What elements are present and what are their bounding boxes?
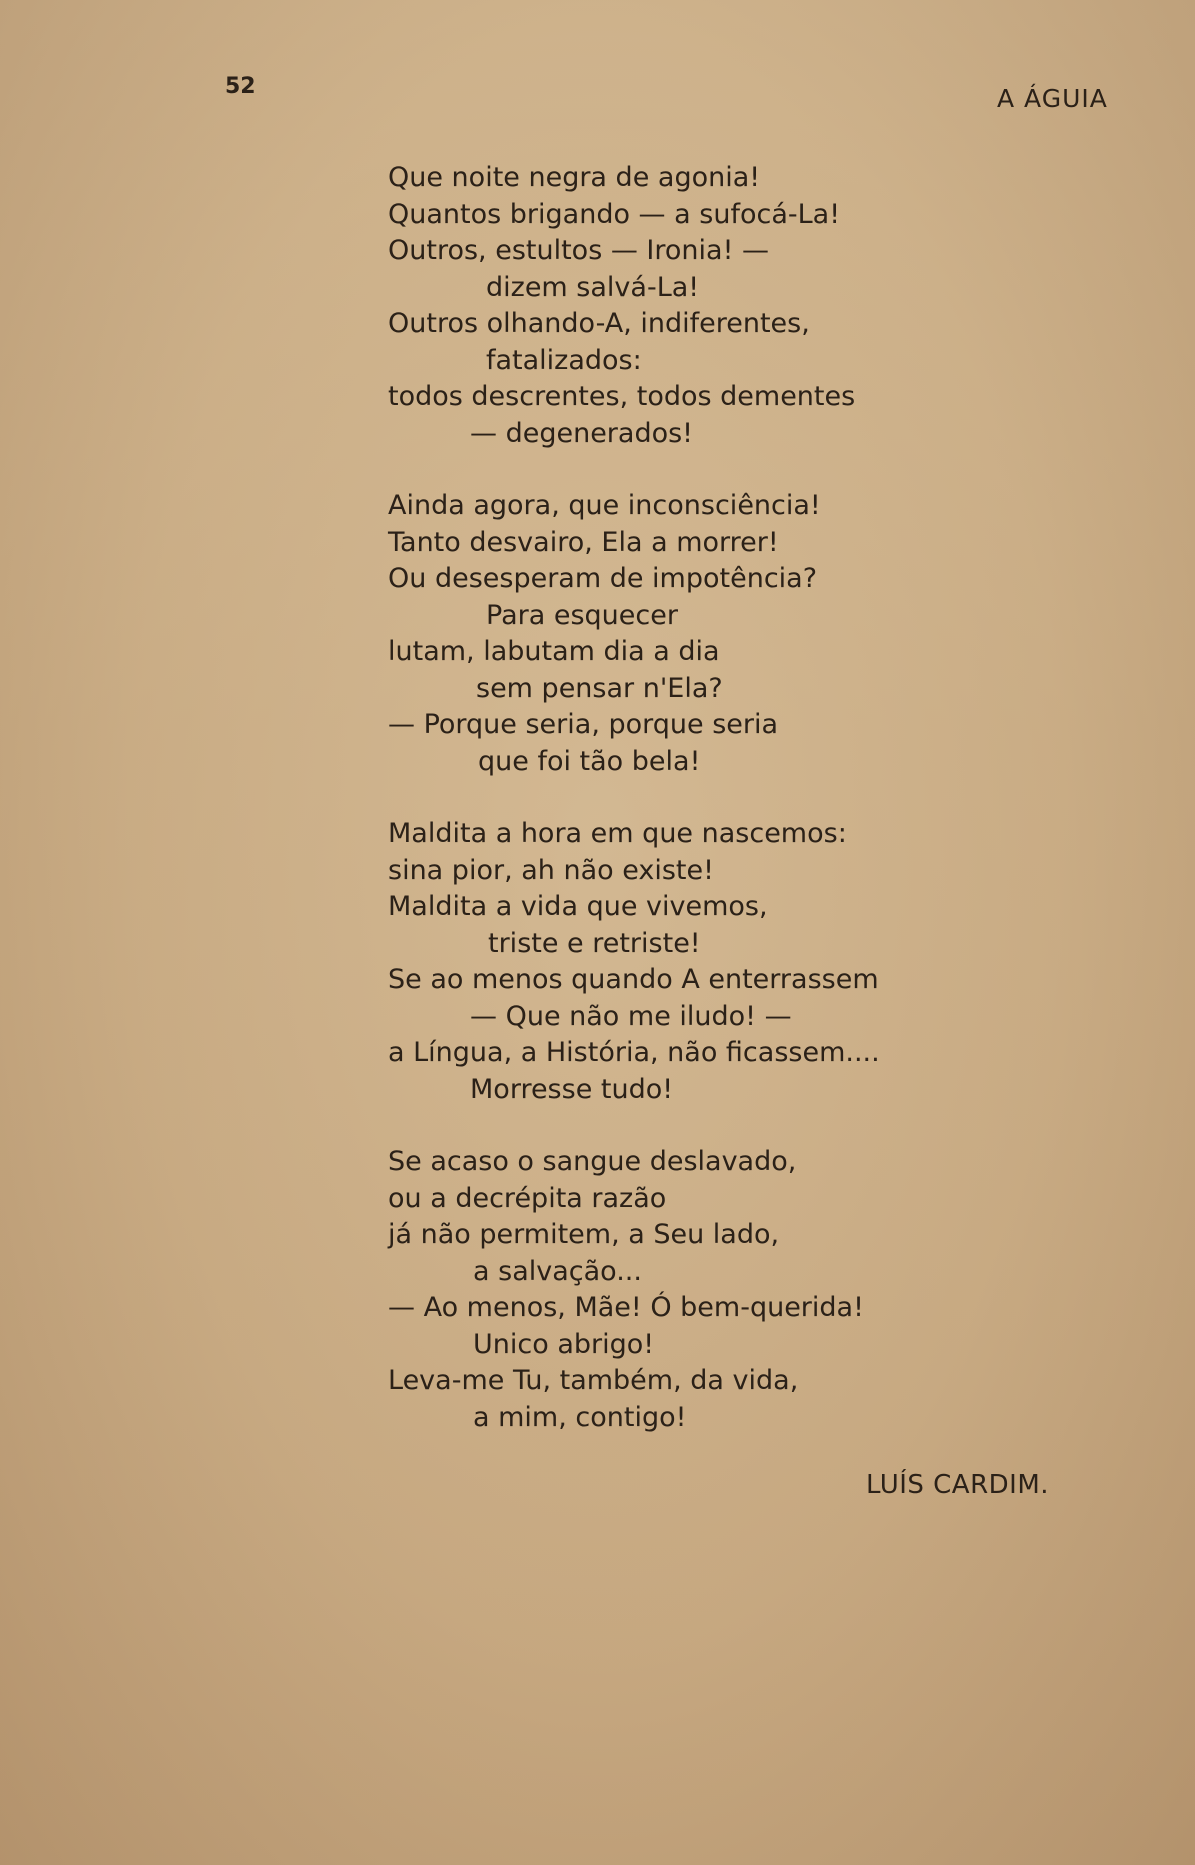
poem-line: Maldita a hora em que nascemos: — [388, 818, 847, 849]
stanza-3 — [388, 816, 1088, 1108]
poem-line: que foi tão bela! — [478, 745, 701, 777]
poem-line: a mim, contigo! — [473, 1401, 687, 1433]
running-head: A ÁGUIA — [997, 84, 1108, 113]
poem-line: Morresse tudo! — [470, 1073, 674, 1105]
poem-line: sem pensar n'Ela? — [476, 672, 723, 704]
poem-line: Maldita a vida que vivemos, — [388, 891, 768, 922]
poem-line: Ou desesperam de impotência? — [388, 563, 818, 594]
poem-line: — Que não me iludo! — — [470, 1000, 792, 1032]
poem-line: triste e retriste! — [488, 927, 701, 959]
poem-line: a salvação... — [473, 1255, 642, 1287]
poem-line: — degenerados! — [470, 417, 694, 449]
poem-line: Leva-me Tu, também, da vida, — [388, 1365, 799, 1396]
poem-line: ou a decrépita razão — [388, 1182, 667, 1214]
poem-line: Unico abrigo! — [473, 1328, 655, 1360]
poem-line: — Ao menos, Mãe! Ó bem-querida! — [388, 1292, 864, 1323]
poem-line: a Língua, a História, não ficassem.... — [388, 1037, 880, 1068]
poem-line: todos descrentes, todos dementes — [388, 381, 856, 412]
poem-line: Para esquecer — [486, 599, 678, 631]
poem-line: — Porque seria, porque seria — [388, 709, 779, 740]
poem-line: Que noite negra de agonia! — [388, 162, 761, 193]
stanza-2 — [388, 488, 1088, 780]
poem-line: Outros olhando-A, indiferentes, — [388, 308, 810, 339]
stanza-1 — [388, 160, 1088, 452]
poem — [388, 160, 1088, 1472]
page-number: 52 — [225, 74, 256, 99]
poem-line: dizem salvá-La! — [486, 271, 700, 303]
poem-line: sina pior, ah não existe! — [388, 854, 714, 886]
author-signature: LUÍS CARDIM. — [866, 1470, 1050, 1500]
poem-line: Quantos brigando — a sufocá-La! — [388, 198, 841, 230]
poem-line: Se ao menos quando A enterrassem — [388, 964, 879, 995]
poem-line: Se acaso o sangue deslavado, — [388, 1146, 797, 1177]
poem-line: fatalizados: — [486, 344, 642, 376]
poem-line: lutam, labutam dia a dia — [388, 636, 720, 667]
poem-line: já não permitem, a Seu lado, — [388, 1219, 780, 1250]
stanza-4 — [388, 1144, 1088, 1436]
poem-line: Outros, estultos — Ironia! — — [388, 235, 769, 266]
poem-line: Ainda agora, que inconsciência! — [388, 490, 821, 521]
poem-line: Tanto desvairo, Ela a morrer! — [388, 526, 779, 558]
